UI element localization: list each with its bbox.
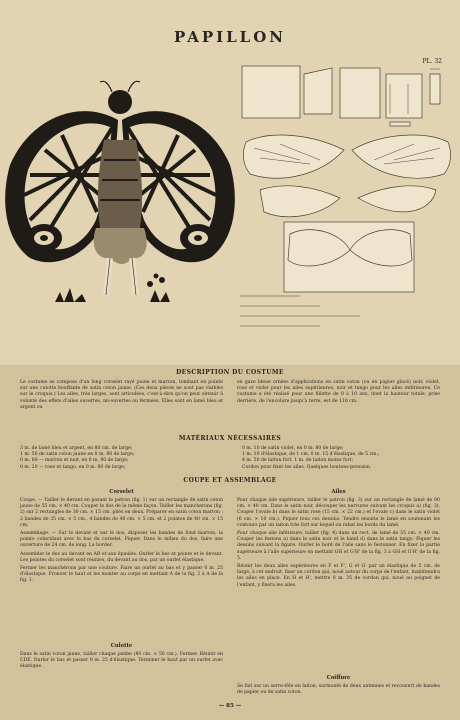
material-line: 0 m. 20 — rose et tango, en 0 m. 80 de large;	[20, 464, 126, 470]
ailes-title: Ailes	[331, 489, 346, 495]
corselet-title: Corselet	[109, 489, 134, 495]
material-line: 4 m. 50 de laiton fort. 1 m. de laiton moins fort;	[242, 458, 354, 464]
pattern-plate	[240, 64, 455, 334]
paragraph: Coupe. — Tailler le devant en posant le patron (fig. 1) sur un rectangle de satin coton jaune de 55 cm. × 40 cm. Couper le dos de la même façon. Tailler les mancherons (fig. 2) sur 2 rectangles de 30 cm. × 15 cm. pliés en deux. Préparer en satin coton marron : 2 bandes de 35 cm. × 5 cm., 4 bandes de 40 cm. × 5 cm. et 2 pointes de 40 cm. × 15 cm.	[20, 498, 223, 528]
cut-heading: COUPE ET ASSEMBLAGE	[183, 477, 277, 484]
culotte-title: Culotte	[110, 643, 133, 649]
material-line: 1 m. 50 de satin coton jaune en 0 m. 80 de large;	[20, 452, 135, 458]
material-line: 0 m. 10 de satin violet, en 0 m. 80 de large;	[242, 446, 344, 451]
ailes-text	[237, 498, 440, 591]
material-line: Cordon pour fixer les ailes. Quelques boutons-pression.	[242, 464, 372, 470]
coiffure-text: Se fait sur un serre-tête en laiton, surmonté de deux antennes et recouvert de bandes de papier ou de satin coton.	[237, 684, 440, 696]
paragraph: Pour chaque aile inférieure, tailler (fig. 4) dans un rect. de lamé de 55 cm. × 40 cm. Couper les festons a) dans le satin noir et le band d) dans le satin tango. Piquer les dessins suivant la figure. Ourler le bord de l'aile sans le festonner. En fixer la partie supérieure à l'aile supérieure en mettant GH et G'H' de la fig. 3 à GH et G'H' de la fig. 5.	[237, 531, 440, 561]
material-line: 0 m. 60 — marron et noir, en 0 m. 80 de large;	[20, 458, 129, 464]
paragraph: Réunir les deux ailes supérieures en F et F', G et G' par un élastique de 5 cm. de large, à cet endroit, fixer un cordon qui, noué autour du corps de l'enfant, maintiendra les ailes en place. En H et H', mettre 0 m. 35 de cordon qui, noué au poignet de l'enfant, y fixera les ailes.	[237, 564, 440, 588]
culotte-text: Dans le satin coton jaune, tailler chaque jambe (80 cm. × 50 cm.). Fermer. Réunir en CDE. Ourler le bas et passer 0 m. 25 d'élastique. Terminer le haut par un ourlet avec élastique.	[20, 652, 223, 670]
corselet-text	[20, 498, 223, 587]
materials-heading: MATÉRIAUX NÉCESSAIRES	[178, 435, 282, 442]
grass-ground	[55, 274, 170, 303]
paragraph: Assemblage. — Sur le devant et sur le dos, disposer les bandes de fond marron, la pointe coïncidant avec le bas du corselet. Piquer. Dans le milieu du dos, faire une ouverture de 24 cm. de long. La border.	[20, 531, 223, 549]
page-number: — 85 —	[218, 703, 242, 709]
description-left: Le costume se compose d'un long corselet rayé jaune et marron, tombant en pointe sur une culotte bouffante de satin coton jaune. (Ces deux pièces ne sont pas visibles sur le croquis.) Les ailes, très larges, sont articulées, c'est-à-dire qu'on peut obtenir à volonté des effets d'ailes ouvertes, mi-ouvertes ou fermées. Elles sont en lamé bleu et argent ou	[20, 380, 223, 410]
butterfly-costume-drawing	[0, 80, 240, 310]
paragraph: Assembler le dos au devant en AB et aux épaules. Ourler le bas et pointe et le devant. Les pointes du corselet sont réunies, du devant au dos, par un ourlet élastique.	[20, 551, 223, 563]
paragraph: Pour chaque aile supérieure, tailler le patron (fig. 3) sur un rectangle de lamé de 90 cm. × 40 cm. Dans le satin noir, découper les nervures suivant les croquis a) (fig. 3). Couper l'ovale b) dans le satin rose (15 cm. × 22 cm.) et l'ovale c) dans le satin violet (6 cm. × 10 cm.). Piquer tous ces dessins. Tendre ensuite le lamé en soutenant les contours par un laiton très fort sur lequel on rabat les bords du lamé.	[237, 498, 440, 528]
plate-number: PL. 32	[422, 58, 442, 65]
material-line: 3 m. de lamé bleu et argent, en 80 cm. de large;	[20, 446, 133, 451]
description-right: en gaze bleue ornées d'applications en satin coton (ou en papier glacé) noir, violet, rose et violet pour les ailes supérieures, noir et tango pour les ailes inférieures. Ce costume a été réalisé pour une fillette de 8 à 10 ans, dont la hauteur totale, prise derrière, de l'encolure jusqu'à terre, est de 110 cm.	[237, 380, 440, 404]
material-line: 1 m. 10 d'élastique, de 1 cm. 0 m. 15 d'élastique, de 5 cm.;	[242, 452, 380, 458]
materials-left	[20, 446, 134, 471]
text-section	[0, 365, 460, 720]
description-heading: DESCRIPTION DU COSTUME	[176, 369, 284, 376]
materials-right	[242, 446, 379, 471]
coiffure-title: Coiffure	[326, 675, 351, 681]
paragraph: Fermer les manchérons par une couture. Faire un ourlet au bas et y passer 0 m. 25 d'élastique. Froncer le haut et les monter au corps en mettant A de la fig. 2 à A de la fig. 1.	[20, 566, 223, 584]
page-title: PAPILLON	[174, 28, 286, 46]
